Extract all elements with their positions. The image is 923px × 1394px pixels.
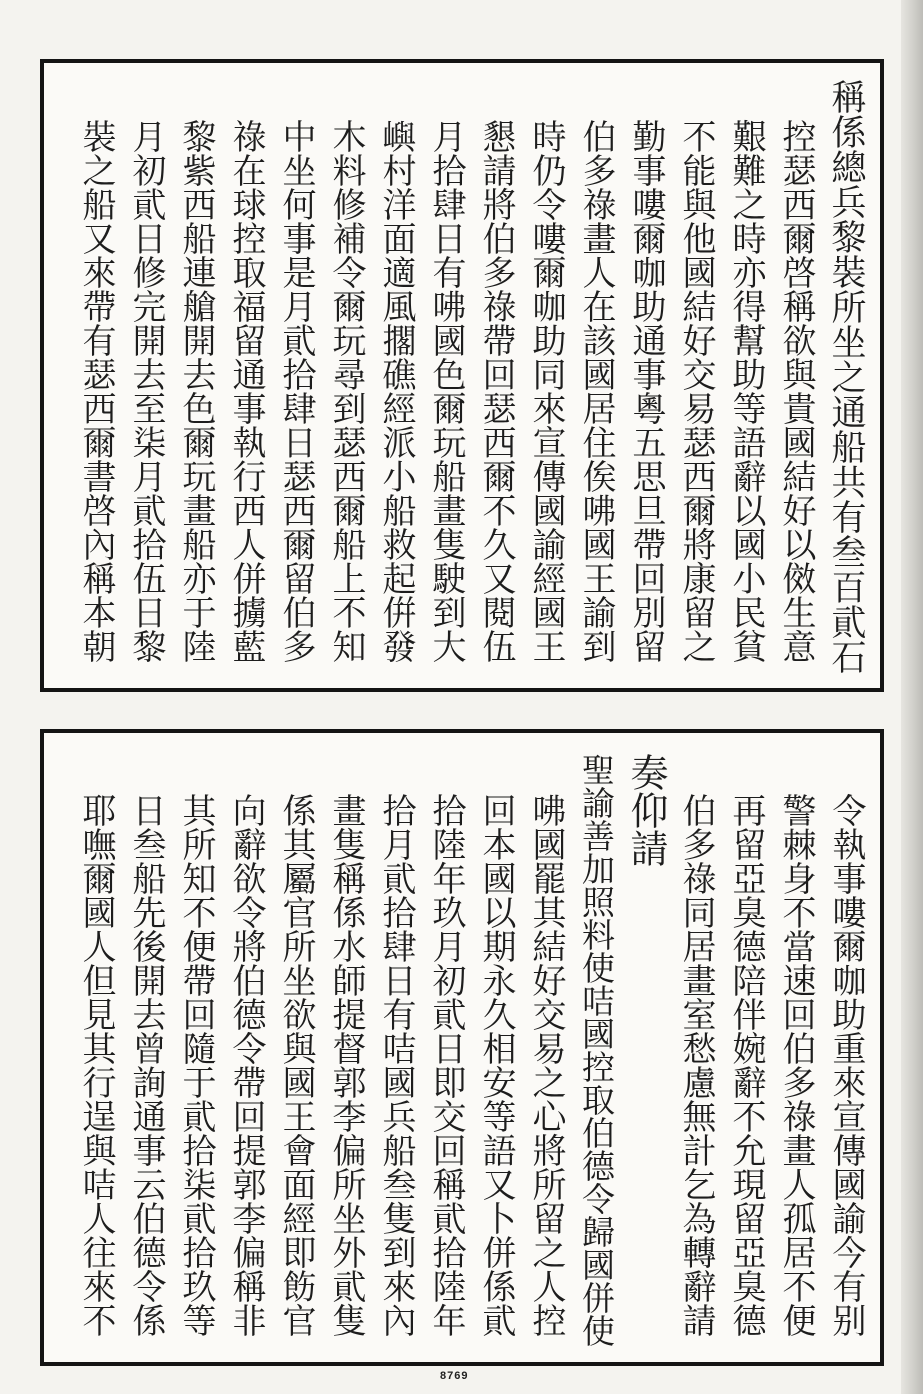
top-panel-columns [44,63,880,688]
top-column-15: 月初貮日修完開去至柒月貮拾伍日黎 [126,119,166,663]
top-manuscript-panel [40,59,884,692]
top-column-12: 中坐何事是月貮拾肆日瑟西爾留伯多 [276,119,316,663]
top-column-11: 木料修補令爾玩尋到瑟西爾船上不知 [326,119,366,663]
top-column-1: 稱係總兵黎裝所坐之通船共有叁百貮石 [826,79,866,674]
bottom-column-14: 其所知不便帶回隨于貮拾柒貮拾玖等 [176,793,216,1337]
bottom-column-11: 畫隻稱係水師提督郭李偏所坐外貮隻 [326,793,366,1337]
bottom-column-7: 咈國罷其結好交易之心將所留之人控 [526,793,566,1337]
top-column-6: 伯多祿畫人在該國居住俟咈國王諭到 [576,119,616,663]
bottom-column-12: 係其屬官所坐欲與國王會面經即飭官 [276,793,316,1337]
bottom-column-1: 令執事嘍爾咖助重來宣傳國諭今有别 [826,793,866,1337]
page-number: 8769 [440,1370,469,1382]
top-column-2: 控瑟西爾啓稱欲與貴國結好以傚生意 [776,119,816,663]
bottom-column-5: 奏仰請 [624,753,668,867]
bottom-column-3: 再留亞臭德陪伴婉辭不允現留亞臭德 [726,793,766,1337]
top-column-10: 嶼村洋面適風擱礁經派小船救起倂發 [376,119,416,663]
bottom-column-15: 日叁船先後開去曾詢通事云伯德令係 [126,793,166,1337]
top-column-14: 黎紫西船連艙開去色爾玩畫船亦于陸 [176,119,216,663]
bottom-column-4: 伯多祿同居畫室愁慮無計乞為轉辭請 [676,793,716,1337]
bottom-column-10: 拾月貮拾肆日有咭國兵船叁隻到來內 [376,793,416,1337]
bottom-column-16: 耶嘸爾國人但見其行逞與咭人往來不 [76,793,116,1337]
top-column-7: 時仍令嘍爾咖助同來宣傳國諭經國王 [526,119,566,663]
bottom-column-2: 警棘身不當速回伯多祿畫人孤居不便 [776,793,816,1337]
bottom-column-8: 回本國以期永久相安等語又卜併係貮 [476,793,516,1337]
bottom-panel-columns [44,733,880,1362]
top-column-3: 艱難之時亦得幫助等語辭以國小民貧 [726,119,766,663]
bottom-manuscript-panel [40,729,884,1366]
top-column-5: 勤事嘍爾咖助通事粵五思旦帶回別留 [626,119,666,663]
top-column-16: 裝之船又來帶有瑟西爾書啓內稱本朝 [76,119,116,663]
bottom-column-13: 向辭欲令將伯德令帶回提郭李偏稱非 [226,793,266,1337]
bottom-column-6: 聖諭善加照料使咭國控取伯德令歸國併使 [577,753,616,1347]
book-gutter-shadow [901,0,923,1394]
top-column-4: 不能與他國結好交易瑟西爾將康留之 [676,119,716,663]
top-column-13: 祿在球控取福留通事執行西人併擄藍 [226,119,266,663]
top-column-9: 月拾肆日有咈國色爾玩船畫隻駛到大 [426,119,466,663]
top-column-8: 懇請將伯多祿帶回瑟西爾不久又閱伍 [476,119,516,663]
bottom-column-9: 拾陸年玖月初貮日即交回稱貮拾陸年 [426,793,466,1337]
